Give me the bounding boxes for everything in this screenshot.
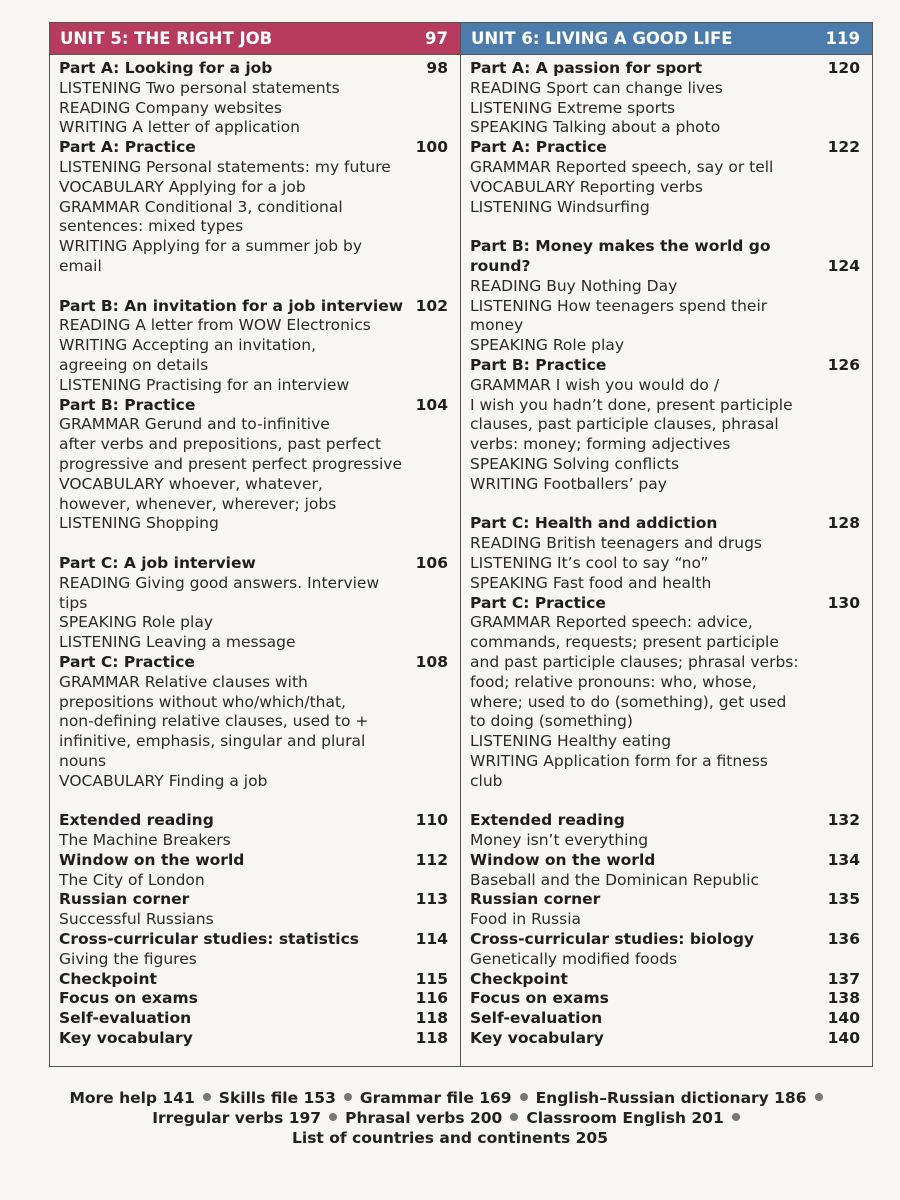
entry-line: SPEAKING Role play: [470, 336, 624, 355]
contents-entry: [461, 989, 872, 1009]
section-title: Self-evaluation: [59, 1009, 192, 1028]
entry-line: WRITING Footballers’ pay: [470, 474, 667, 493]
entry-line: nouns: [59, 751, 107, 770]
unit-5-column: [50, 23, 461, 1066]
footer-index: [0, 1088, 900, 1148]
unit-header: [50, 23, 460, 55]
entry-text: [461, 851, 820, 891]
entry-text: [461, 356, 820, 495]
entry-text: [50, 989, 408, 1009]
section-title: Key vocabulary: [470, 1029, 604, 1048]
entry-text: [461, 1009, 820, 1029]
section-title-cont: round?: [470, 256, 531, 275]
section-title: Checkpoint: [470, 969, 568, 988]
entry-line: WRITING Accepting an invitation,: [59, 336, 317, 355]
contents-entry: [50, 1009, 460, 1029]
contents-entry: [461, 59, 872, 138]
unit-page: 97: [425, 29, 448, 48]
entry-line: food; relative pronouns: who, whose,: [470, 672, 757, 691]
footer-item: More help 141: [69, 1089, 195, 1107]
entry-line: Successful Russians: [59, 910, 214, 929]
entry-line: READING Giving good answers. Interview: [59, 573, 380, 592]
contents-entry: [50, 554, 460, 653]
bullet-icon: [815, 1093, 823, 1101]
section-title: Part A: A passion for sport: [470, 59, 702, 77]
contents-entry: [50, 653, 460, 792]
entry-line: VOCABULARY Reporting verbs: [470, 177, 703, 196]
page-number: 124: [827, 256, 860, 275]
unit-entries: [50, 55, 460, 1049]
entry-line: LISTENING Windsurfing: [470, 197, 650, 216]
entry-line: LISTENING Practising for an interview: [59, 375, 350, 394]
bullet-icon: [520, 1093, 528, 1101]
entry-line: WRITING Applying for a summer job by: [59, 237, 363, 256]
page-number: 140: [827, 1009, 860, 1028]
page-number: 122: [827, 138, 860, 157]
spacer: [50, 534, 460, 554]
section-title: Checkpoint: [59, 969, 157, 988]
entry-text: [461, 237, 820, 356]
page-number: 135: [827, 890, 860, 909]
entry-line: LISTENING Two personal statements: [59, 78, 340, 97]
entry-line: SPEAKING Talking about a photo: [470, 118, 721, 137]
contents-entry: [50, 138, 460, 277]
entry-text: [461, 514, 820, 593]
footer-row: [0, 1128, 900, 1148]
entry-line: The Machine Breakers: [59, 831, 231, 850]
entry-text: [461, 138, 820, 217]
entry-line: LISTENING How teenagers spend their: [470, 296, 768, 315]
entry-text: [50, 890, 408, 930]
entry-line: Baseball and the Dominican Republic: [470, 870, 760, 889]
entry-line: SPEAKING Fast food and health: [470, 573, 712, 592]
entry-line: non-defining relative clauses, used to +: [59, 712, 369, 731]
entry-text: [461, 1029, 820, 1049]
footer-item: Grammar file 169: [359, 1089, 512, 1107]
page-number: 136: [827, 930, 860, 949]
entry-line: LISTENING Leaving a message: [59, 633, 296, 652]
entry-line: progressive and present perfect progressive: [59, 454, 402, 473]
page-number: 120: [827, 59, 860, 77]
spacer: [50, 277, 460, 297]
entry-text: [50, 554, 408, 653]
entry-text: [50, 1009, 408, 1029]
footer-item: English–Russian dictionary 186: [535, 1089, 807, 1107]
section-title: Part B: An invitation for a job interview: [59, 296, 404, 315]
entry-text: [50, 138, 408, 277]
section-title: Russian corner: [59, 890, 190, 909]
page-number: 137: [827, 969, 860, 988]
entry-line: tips: [59, 593, 88, 612]
section-title: Focus on exams: [470, 989, 609, 1008]
entry-line: READING A letter from WOW Electronics: [59, 316, 371, 335]
entry-line: sentences: mixed types: [59, 217, 244, 236]
contents-entry: [461, 1009, 872, 1029]
section-title: Russian corner: [470, 890, 601, 909]
entry-line: email: [59, 256, 102, 275]
page-number: 98: [426, 59, 448, 77]
entry-line: to doing (something): [470, 712, 633, 731]
contents-entry: [50, 890, 460, 930]
entry-line: LISTENING Healthy eating: [470, 732, 672, 751]
entry-line: LISTENING It’s cool to say “no”: [470, 553, 709, 572]
contents-entry: [50, 396, 460, 535]
entry-text: [50, 653, 408, 792]
unit-title: UNIT 6: LIVING A GOOD LIFE: [471, 29, 733, 48]
page-number: 116: [415, 989, 448, 1008]
contents-entry: [50, 1029, 460, 1049]
entry-line: money: [470, 316, 524, 335]
entry-line: LISTENING Shopping: [59, 514, 219, 533]
entry-line: READING British teenagers and drugs: [470, 534, 762, 553]
entry-line: club: [470, 771, 503, 790]
entry-text: [50, 59, 408, 138]
entry-line: GRAMMAR Reported speech, say or tell: [470, 157, 774, 176]
page-number: 138: [827, 989, 860, 1008]
page-number: 114: [415, 930, 448, 949]
page-number: 108: [415, 652, 448, 671]
page-number: 118: [415, 1009, 448, 1028]
page-number: 110: [415, 811, 448, 830]
contents-entry: [50, 989, 460, 1009]
section-title: Part B: Practice: [59, 395, 196, 414]
contents-entry: [50, 930, 460, 970]
entry-line: GRAMMAR Gerund and to-infinitive: [59, 415, 330, 434]
entry-text: [461, 811, 820, 851]
contents-entry: [461, 930, 872, 970]
page-number: 100: [415, 138, 448, 157]
page-number: 104: [415, 395, 448, 414]
section-title: Part C: Health and addiction: [470, 514, 718, 533]
contents-entry: [461, 1029, 872, 1049]
page-number: 118: [415, 1029, 448, 1048]
entry-text: [461, 970, 820, 990]
unit-6-column: [461, 23, 872, 1066]
entry-line: READING Buy Nothing Day: [470, 276, 678, 295]
spacer: [50, 791, 460, 811]
contents-entry: [461, 890, 872, 930]
page-number: 140: [827, 1029, 860, 1048]
contents-entry: [461, 356, 872, 495]
section-title: Part B: Practice: [470, 355, 607, 374]
contents-entry: [50, 59, 460, 138]
bullet-icon: [344, 1093, 352, 1101]
entry-line: infinitive, emphasis, singular and plural: [59, 732, 366, 751]
entry-line: after verbs and prepositions, past perfect: [59, 435, 382, 454]
section-title: Part C: Practice: [470, 593, 606, 612]
footer-row: [0, 1088, 900, 1108]
unit-header: [461, 23, 872, 55]
page-number: 134: [827, 850, 860, 869]
entry-line: I wish you hadn’t done, present participle: [470, 395, 793, 414]
section-title: Extended reading: [59, 811, 214, 830]
section-title: Extended reading: [470, 811, 625, 830]
footer-item: Phrasal verbs 200: [345, 1109, 503, 1127]
entry-line: verbs: money; forming adjectives: [470, 435, 731, 454]
bullet-icon: [510, 1113, 518, 1121]
section-title: Cross-curricular studies: biology: [470, 930, 755, 949]
page-number: 112: [415, 850, 448, 869]
spacer: [461, 791, 872, 811]
bullet-icon: [732, 1113, 740, 1121]
section-title: Part A: Practice: [470, 138, 607, 157]
page-number: 130: [827, 593, 860, 612]
entry-line: VOCABULARY whoever, whatever,: [59, 474, 323, 493]
entry-line: The City of London: [59, 870, 205, 889]
bullet-icon: [329, 1113, 337, 1121]
entry-line: SPEAKING Role play: [59, 613, 213, 632]
section-title: Part C: A job interview: [59, 553, 256, 572]
entry-text: [50, 930, 408, 970]
section-title: Window on the world: [470, 850, 656, 869]
footer-item: List of countries and continents 205: [292, 1129, 608, 1147]
section-title: Part C: Practice: [59, 652, 195, 671]
contents-entry: [461, 514, 872, 593]
entry-line: WRITING A letter of application: [59, 118, 300, 137]
entry-line: GRAMMAR Relative clauses with: [59, 672, 308, 691]
entry-line: VOCABULARY Finding a job: [59, 771, 268, 790]
entry-line: GRAMMAR Reported speech: advice,: [470, 613, 753, 632]
contents-entry: [461, 138, 872, 217]
entry-line: clauses, past participle clauses, phrasal: [470, 415, 779, 434]
unit-page: 119: [825, 29, 860, 48]
section-title: Part A: Practice: [59, 138, 196, 157]
footer-row: [0, 1108, 900, 1128]
entry-line: where; used to do (something), get used: [470, 692, 787, 711]
footer-item: Irregular verbs 197: [152, 1109, 322, 1127]
entry-line: GRAMMAR Conditional 3, conditional: [59, 197, 343, 216]
footer-item: Classroom English 201: [526, 1109, 724, 1127]
footer-item: Skills file 153: [218, 1089, 336, 1107]
page-number: 113: [415, 890, 448, 909]
entry-line: SPEAKING Solving conflicts: [470, 454, 680, 473]
entry-text: [50, 970, 408, 990]
section-title: Cross-curricular studies: statistics: [59, 930, 360, 949]
entry-text: [50, 1029, 408, 1049]
entry-line: agreeing on details: [59, 355, 209, 374]
entry-line: however, whenever, wherever; jobs: [59, 494, 337, 513]
contents-entry: [461, 970, 872, 990]
entry-line: commands, requests; present participle: [470, 633, 779, 652]
contents-table: [49, 22, 873, 1067]
entry-line: GRAMMAR I wish you would do /: [470, 375, 720, 394]
page-number: 126: [827, 355, 860, 374]
page-number: 106: [415, 553, 448, 572]
entry-text: [50, 396, 408, 535]
section-title: Self-evaluation: [470, 1009, 603, 1028]
entry-line: READING Company websites: [59, 98, 282, 117]
contents-entry: [50, 851, 460, 891]
bullet-icon: [203, 1093, 211, 1101]
page-number: 128: [827, 514, 860, 533]
page-number: 132: [827, 811, 860, 830]
entry-line: prepositions without who/which/that,: [59, 692, 346, 711]
entry-text: [50, 851, 408, 891]
entry-text: [50, 297, 408, 396]
unit-entries: [461, 55, 872, 1049]
section-title: Window on the world: [59, 850, 245, 869]
contents-entry: [461, 851, 872, 891]
entry-line: READING Sport can change lives: [470, 78, 723, 97]
entry-line: LISTENING Extreme sports: [470, 98, 676, 117]
entry-line: LISTENING Personal statements: my future: [59, 157, 391, 176]
contents-entry: [50, 297, 460, 396]
section-title: Part B: Money makes the world go: [470, 237, 771, 256]
unit-title: UNIT 5: THE RIGHT JOB: [60, 29, 273, 48]
contents-entry: [461, 594, 872, 792]
contents-entry: [461, 811, 872, 851]
contents-entry: [461, 237, 872, 356]
entry-line: Money isn’t everything: [470, 831, 649, 850]
contents-entry: [50, 811, 460, 851]
entry-text: [50, 811, 408, 851]
entry-line: Genetically modified foods: [470, 949, 678, 968]
entry-text: [461, 989, 820, 1009]
spacer: [461, 495, 872, 515]
contents-entry: [50, 970, 460, 990]
page-number: 102: [415, 296, 448, 315]
entry-line: VOCABULARY Applying for a job: [59, 177, 306, 196]
section-title: Focus on exams: [59, 989, 198, 1008]
section-title: Part A: Looking for a job: [59, 59, 273, 77]
spacer: [461, 217, 872, 237]
entry-text: [461, 59, 820, 138]
entry-text: [461, 890, 820, 930]
entry-line: Giving the figures: [59, 949, 197, 968]
entry-line: and past participle clauses; phrasal verbs:: [470, 652, 799, 671]
entry-text: [461, 930, 820, 970]
entry-line: Food in Russia: [470, 910, 582, 929]
entry-text: [461, 594, 820, 792]
section-title: Key vocabulary: [59, 1029, 193, 1048]
page-number: 115: [415, 969, 448, 988]
entry-line: WRITING Application form for a fitness: [470, 751, 768, 770]
